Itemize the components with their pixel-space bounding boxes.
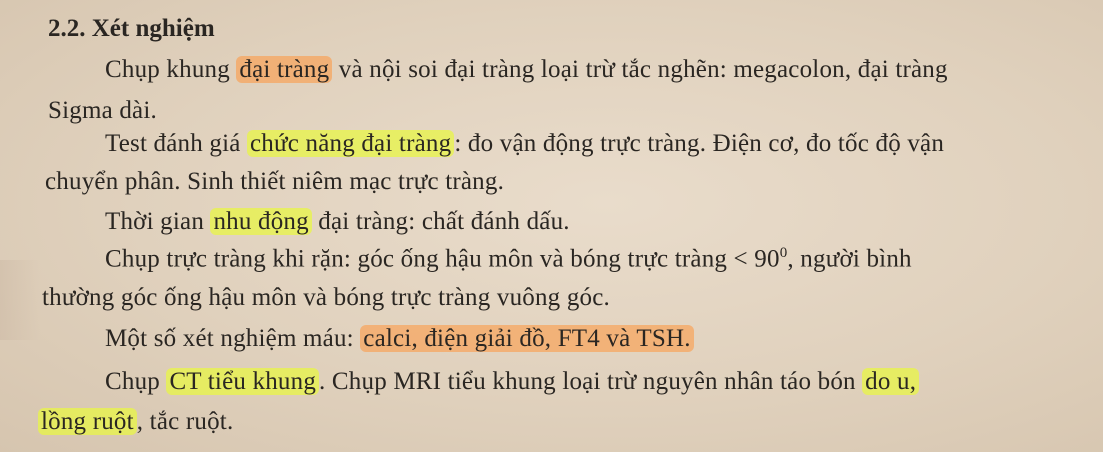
text-run: . Chụp MRI tiểu khung loại trừ nguyên nhân táo bón xyxy=(319,368,863,395)
paragraph-4-line-2: thường góc ống hậu môn và bóng trực tràng vuông góc. xyxy=(42,284,610,311)
paragraph-6-line-2 xyxy=(38,408,233,436)
paragraph-6-line-1 xyxy=(105,368,919,396)
text-run: Thời gian xyxy=(105,208,211,235)
text-run: đại tràng: chất đánh dấu. xyxy=(311,208,570,235)
paragraph-2-line-2: chuyển phân. Sinh thiết niêm mạc trực tràng. xyxy=(45,168,505,195)
text-run: Chụp khung xyxy=(105,56,237,83)
text-run: và nội soi đại tràng loại trừ tắc nghẽn: megacolon, đại tràng xyxy=(332,56,948,83)
highlight-yellow: nhu động xyxy=(210,208,311,235)
paragraph-5-line-1 xyxy=(105,325,694,353)
text-run: Test đánh giá xyxy=(105,130,247,157)
text-run: , tắc ruột. xyxy=(136,408,234,435)
text-run: : đo vận động trực tràng. Điện cơ, đo tốc độ vận xyxy=(454,130,945,157)
text-run: Chụp trực tràng khi rặn: góc ống hậu môn và bóng trực tràng < 90 xyxy=(105,245,780,273)
section-heading: 2.2. Xét nghiệm xyxy=(48,15,215,42)
paragraph-4-line-1 xyxy=(105,245,912,273)
paragraph-1-line-2: Sigma dài. xyxy=(48,97,157,124)
paragraph-3-line-1 xyxy=(105,208,570,236)
highlight-yellow: CT tiểu khung xyxy=(166,368,319,395)
highlight-yellow: lồng ruột xyxy=(38,408,137,435)
highlight-orange: đại tràng xyxy=(236,56,332,83)
highlight-yellow: chức năng đại tràng xyxy=(247,130,454,157)
text-run: , người bình xyxy=(787,245,912,273)
page-edge-shadow xyxy=(0,260,40,340)
degree-superscript: 0 xyxy=(779,245,788,261)
paragraph-1-line-1 xyxy=(105,56,948,84)
highlight-orange: calci, điện giải đồ, FT4 và TSH. xyxy=(360,325,693,352)
paragraph-2-line-1 xyxy=(105,130,944,158)
text-run: Một số xét nghiệm máu: xyxy=(105,325,361,352)
text-run: Chụp xyxy=(105,368,167,395)
highlight-yellow: do u, xyxy=(862,368,919,395)
